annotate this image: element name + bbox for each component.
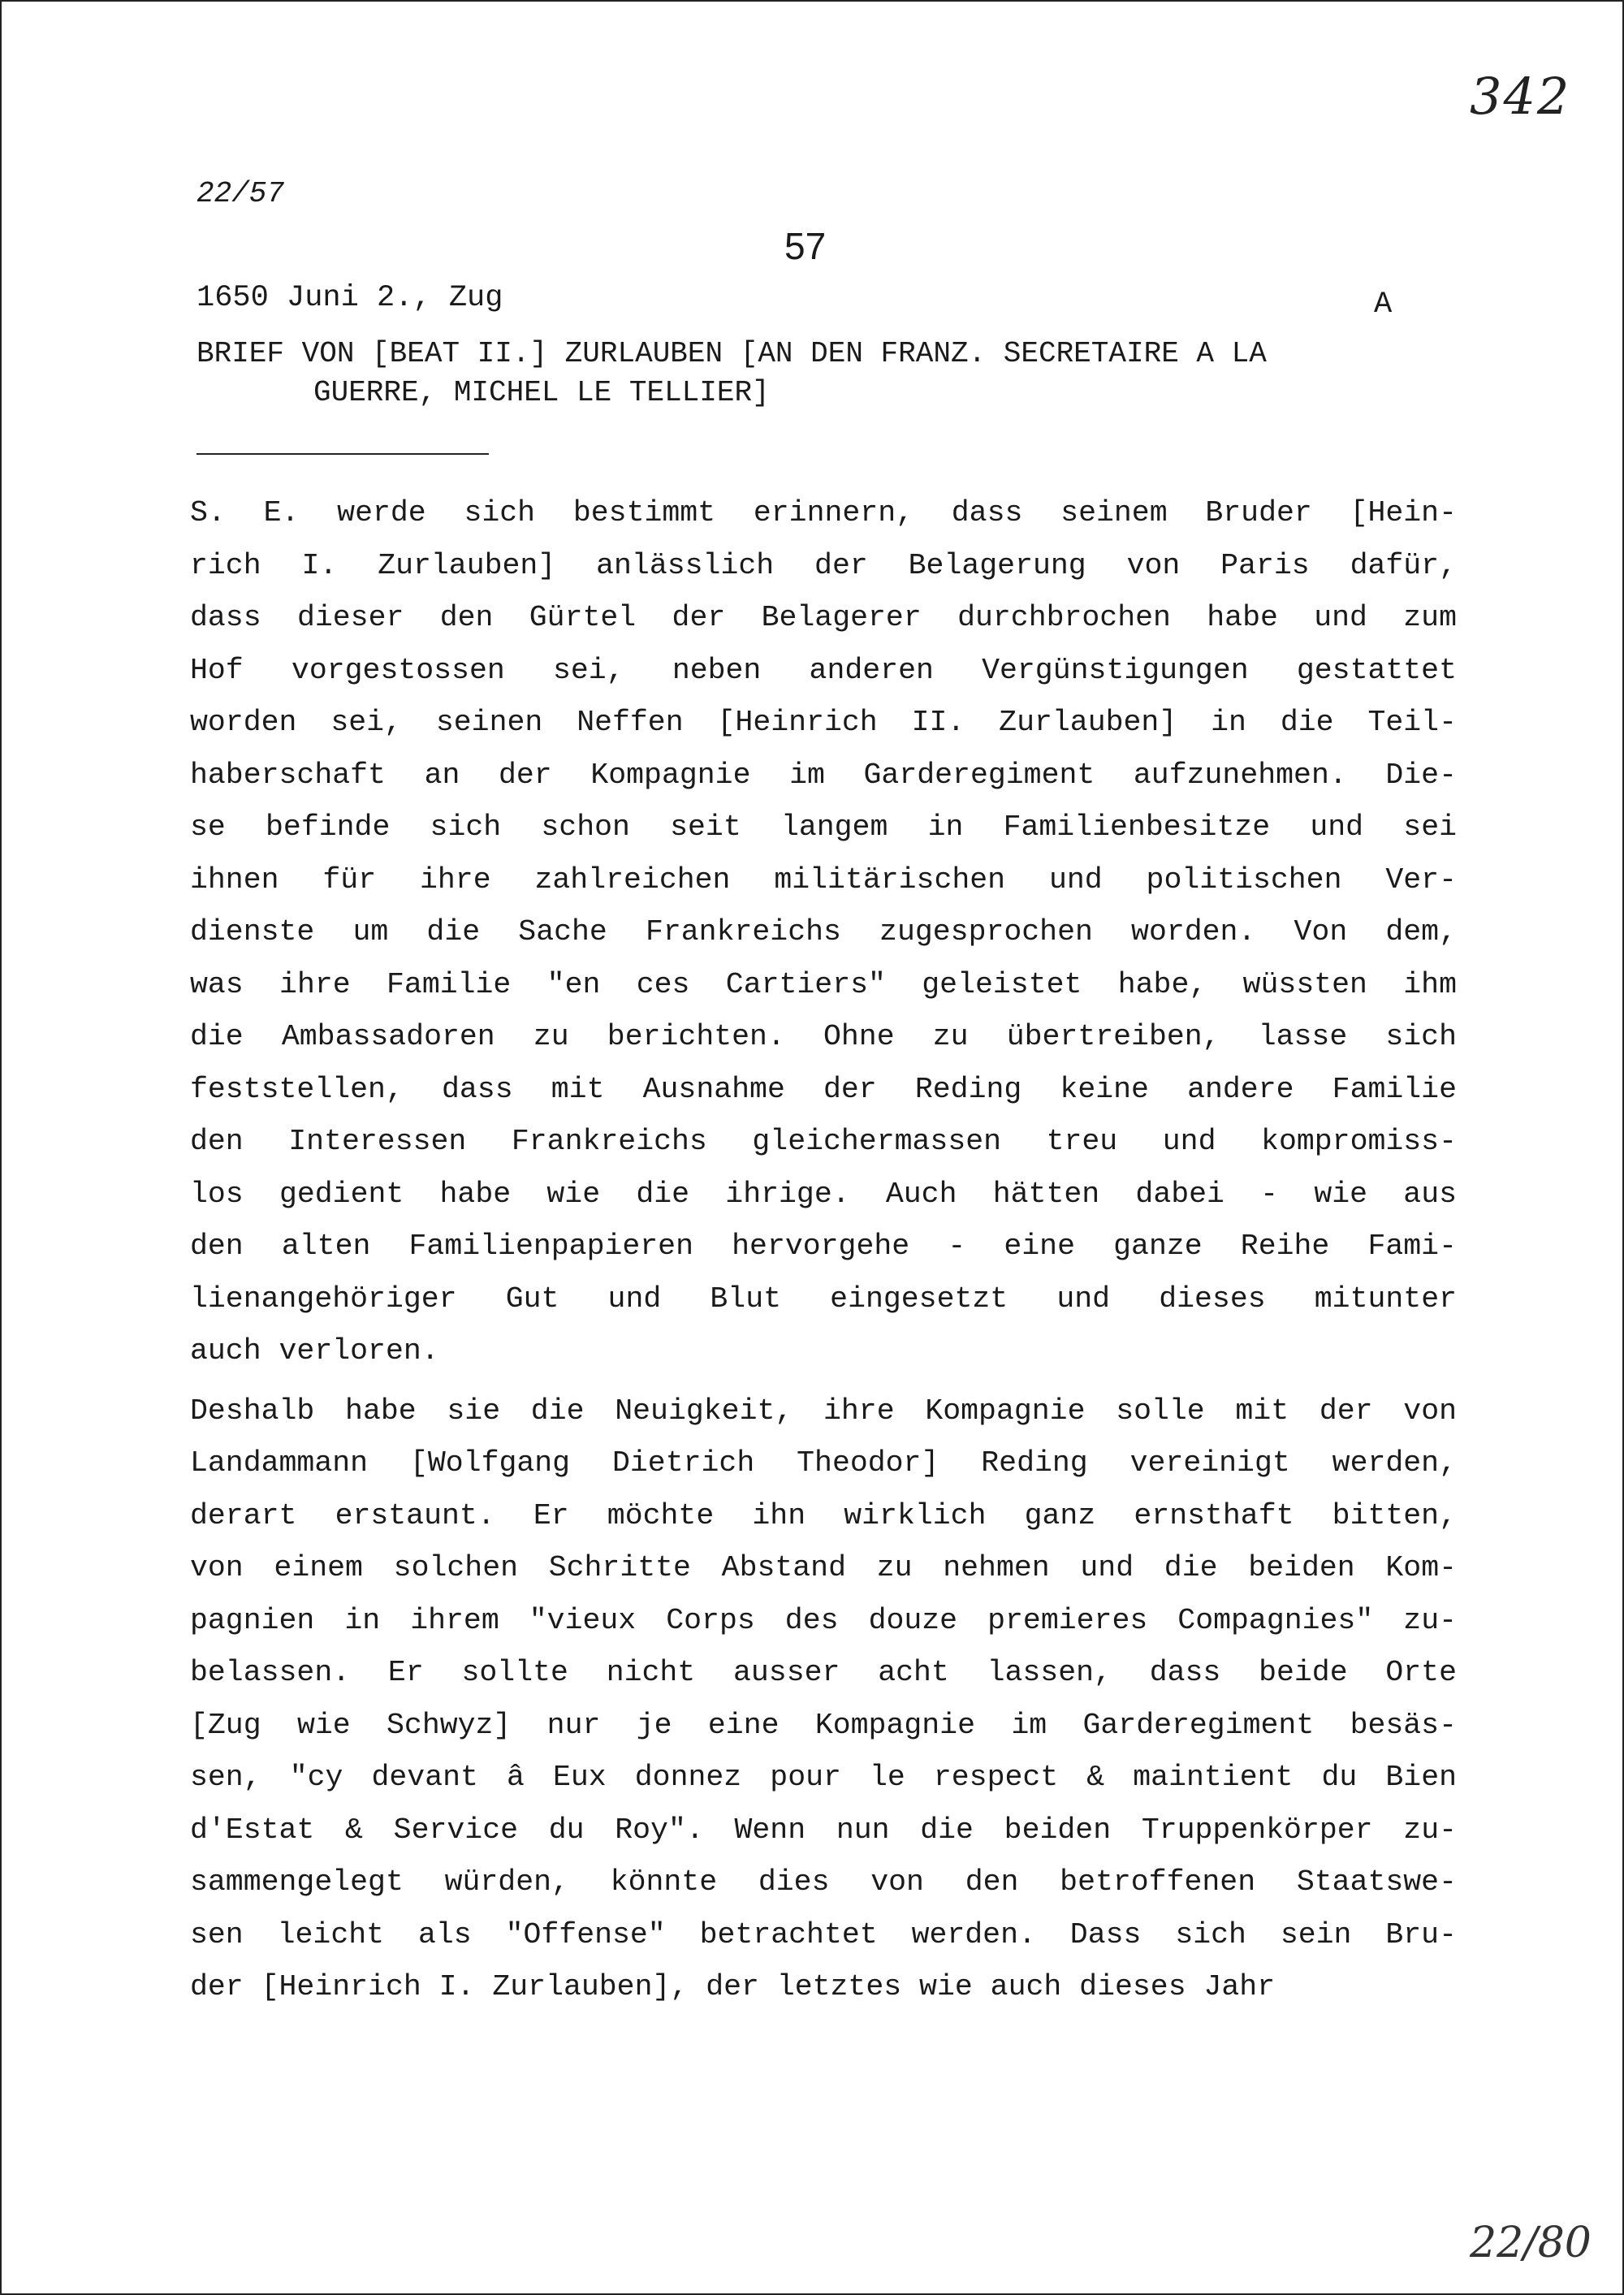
text-line: los gedient habe wie die ihrige. Auch hätten dabei - wie aus	[190, 1177, 1457, 1211]
archive-number-handwritten: 22/80	[1470, 2219, 1592, 2267]
document-number: 57	[784, 225, 827, 267]
text-line: dienste um die Sache Frankreichs zugesprochen worden. Von dem,	[190, 915, 1457, 949]
heading-line-1: BRIEF VON [BEAT II.] ZURLAUBEN [AN DEN FRANZ. SECRETAIRE A LA	[197, 337, 1267, 370]
text-line: ihnen für ihre zahlreichen militärischen und politischen Ver-	[190, 862, 1457, 897]
reference-number: 22/57	[197, 177, 285, 210]
text-line: was ihre Familie "en ces Cartiers" geleistet habe, wüssten ihm	[190, 967, 1457, 1001]
text-line: belassen. Er sollte nicht ausser acht lassen, dass beide Orte	[190, 1656, 1457, 1689]
text-line: d'Estat & Service du Roy". Wenn nun die beiden Truppenkörper zu-	[190, 1813, 1457, 1847]
text-line: der [Heinrich I. Zurlauben], der letztes wie auch dieses Jahr	[190, 1970, 1276, 2003]
text-line: Deshalb habe sie die Neuigkeit, ihre Kompagnie solle mit der von	[190, 1394, 1457, 1428]
text-line: auch verloren.	[190, 1334, 439, 1368]
text-line: se befinde sich schon seit langem in Familienbesitze und sei	[190, 810, 1457, 844]
text-line: dass dieser den Gürtel der Belagerer durchbrochen habe und zum	[190, 601, 1457, 634]
text-line: den Interessen Frankreichs gleichermassen treu und kompromiss-	[190, 1125, 1457, 1158]
text-line: den alten Familienpapieren hervorgehe - eine ganze Reihe Fami-	[190, 1230, 1457, 1263]
text-line: haberschaft an der Kompagnie im Garderegiment aufzunehmen. Die-	[190, 758, 1457, 792]
heading-line-2: GUERRE, MICHEL LE TELLIER]	[313, 376, 770, 409]
text-line: Landammann [Wolfgang Dietrich Theodor] Reding vereinigt werden,	[190, 1446, 1457, 1480]
text-line: feststellen, dass mit Ausnahme der Reding keine andere Familie	[190, 1072, 1457, 1106]
separator-rule	[197, 453, 489, 455]
text-line: von einem solchen Schritte Abstand zu nehmen und die beiden Kom-	[190, 1551, 1457, 1584]
paragraph-1	[190, 487, 1457, 1378]
paragraph-gap	[190, 1378, 1457, 1385]
text-line: S. E. werde sich bestimmt erinnern, dass seinem Bruder [Hein-	[190, 496, 1457, 529]
folio-number-handwritten: 342	[1470, 67, 1571, 126]
text-line: derart erstaunt. Er möchte ihn wirklich ganz ernsthaft bitten,	[190, 1498, 1457, 1532]
classification-mark: A	[1374, 287, 1393, 322]
date-place-line: 1650 Juni 2., Zug	[197, 281, 503, 315]
text-line: worden sei, seinen Neffen [Heinrich II. Zurlauben] in die Teil-	[190, 706, 1457, 739]
document-heading	[197, 335, 1267, 413]
letter-summary-body	[190, 487, 1457, 2014]
text-line: Hof vorgestossen sei, neben anderen Vergünstigungen gestattet	[190, 653, 1457, 687]
text-line: lienangehöriger Gut und Blut eingesetzt und dieses mitunter	[190, 1281, 1457, 1316]
text-line: sen, "cy devant â Eux donnez pour le respect & maintient du Bien	[190, 1761, 1457, 1794]
text-line: pagnien in ihrem "vieux Corps des douze premieres Compagnies" zu-	[190, 1603, 1457, 1637]
text-line: sen leicht als "Offense" betrachtet werden. Dass sich sein Bru-	[190, 1917, 1457, 1951]
text-line: sammengelegt würden, könnte dies von den betroffenen Staatswe-	[190, 1865, 1457, 1899]
text-line: rich I. Zurlauben] anlässlich der Belagerung von Paris dafür,	[190, 548, 1457, 582]
text-line: die Ambassadoren zu berichten. Ohne zu übertreiben, lasse sich	[190, 1020, 1457, 1053]
paragraph-2	[190, 1385, 1457, 2014]
text-line: [Zug wie Schwyz] nur je eine Kompagnie im Garderegiment besäs-	[190, 1708, 1457, 1742]
